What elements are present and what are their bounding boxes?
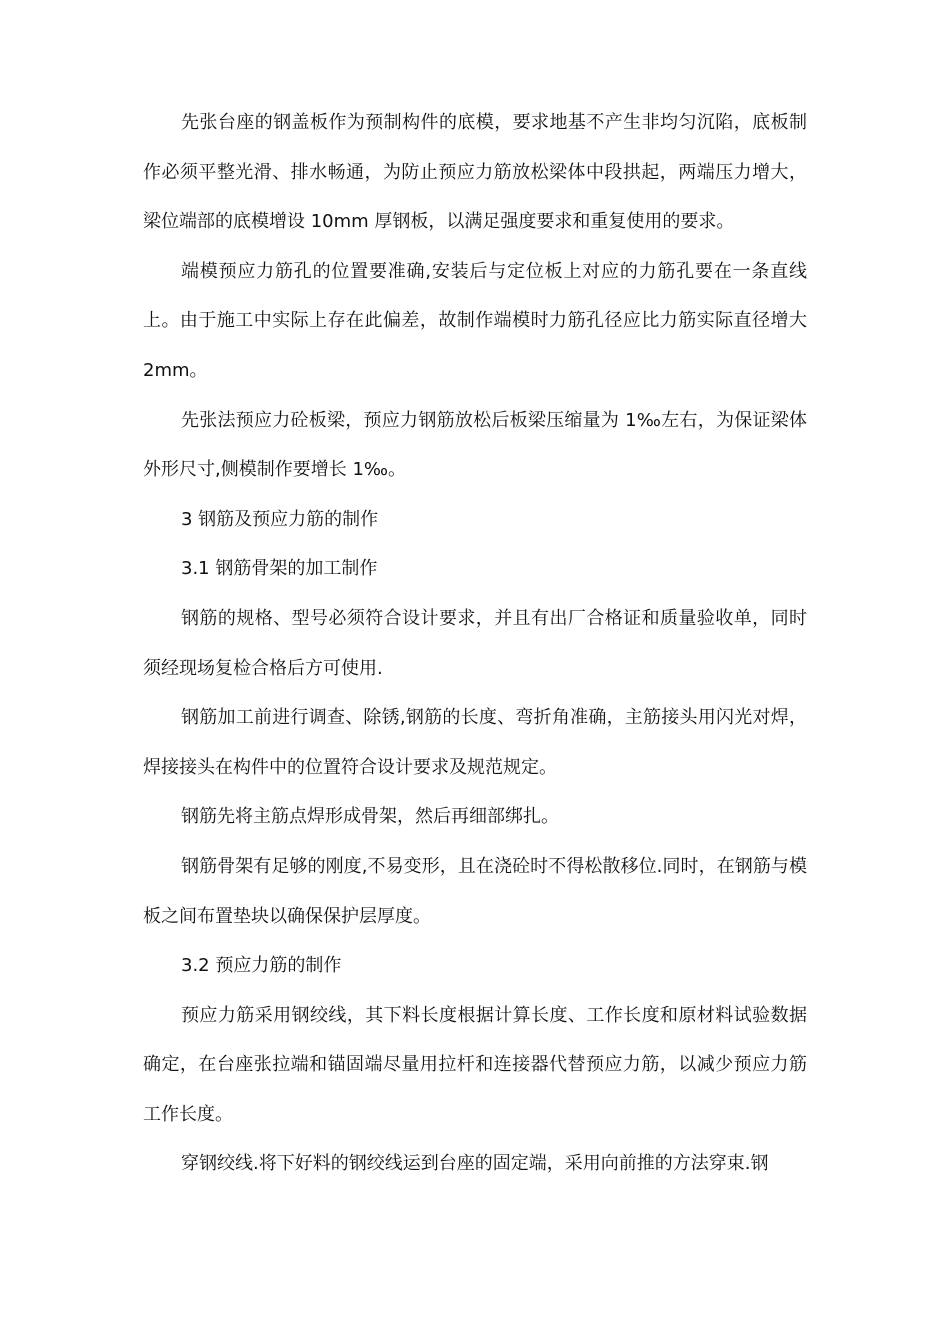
section-heading-3-1: 3.1 钢筋骨架的加工制作 <box>181 558 378 580</box>
paragraph-rebar-spec: 钢筋的规格、型号必须符合设计要求，并且有出厂合格证和质量验收单，同时须经现场复检合格后方可使用. <box>143 607 807 679</box>
paragraph-strand-length: 预应力筋采用钢绞线，其下料长度根据计算长度、工作长度和原材料试验数据确定，在台座张拉端和锚固端尽量用拉杆和连接器代替预应力筋，以减少预应力筋工作长度。 <box>143 1004 807 1125</box>
paragraph-side-mold: 先张法预应力砼板梁，预应力钢筋放松后板梁压缩量为 1‰左右，为保证梁体外形尺寸,侧模制作要增长 1‰。 <box>143 409 807 481</box>
section-heading-3: 3 钢筋及预应力筋的制作 <box>181 508 379 530</box>
paragraph-threading-strand: 穿钢绞线.将下好料的钢绞线运到台座的固定端，采用向前推的方法穿束.钢 <box>181 1153 769 1175</box>
paragraph-rebar-processing: 钢筋加工前进行调查、除锈,钢筋的长度、弯折角准确，主筋接头用闪光对焊，焊接接头在构件中的位置符合设计要求及规范规定。 <box>143 707 807 778</box>
paragraph-rebar-skeleton: 钢筋先将主筋点焊形成骨架，然后再细部绑扎。 <box>181 806 559 828</box>
paragraph-base-mold: 先张台座的钢盖板作为预制构件的底模，要求地基不产生非均匀沉陷，底板制作必须平整光滑、排水畅通，为防止预应力筋放松梁体中段拱起，两端压力增大，梁位端部的底模增设 10mm 厚钢板，以满足强度要求和重复使用的要求。 <box>143 112 807 233</box>
section-heading-3-2: 3.2 预应力筋的制作 <box>181 955 342 977</box>
paragraph-end-mold: 端模预应力筋孔的位置要准确,安装后与定位板上对应的力筋孔要在一条直线上。由于施工中实际上存在此偏差，故制作端模时力筋孔径应比力筋实际直径增大 2mm。 <box>143 260 807 381</box>
paragraph-skeleton-rigidity: 钢筋骨架有足够的刚度,不易变形，且在浇砼时不得松散移位.同时，在钢筋与模板之间布置垫块以确保保护层厚度。 <box>143 855 807 927</box>
document-body <box>143 98 807 1189</box>
